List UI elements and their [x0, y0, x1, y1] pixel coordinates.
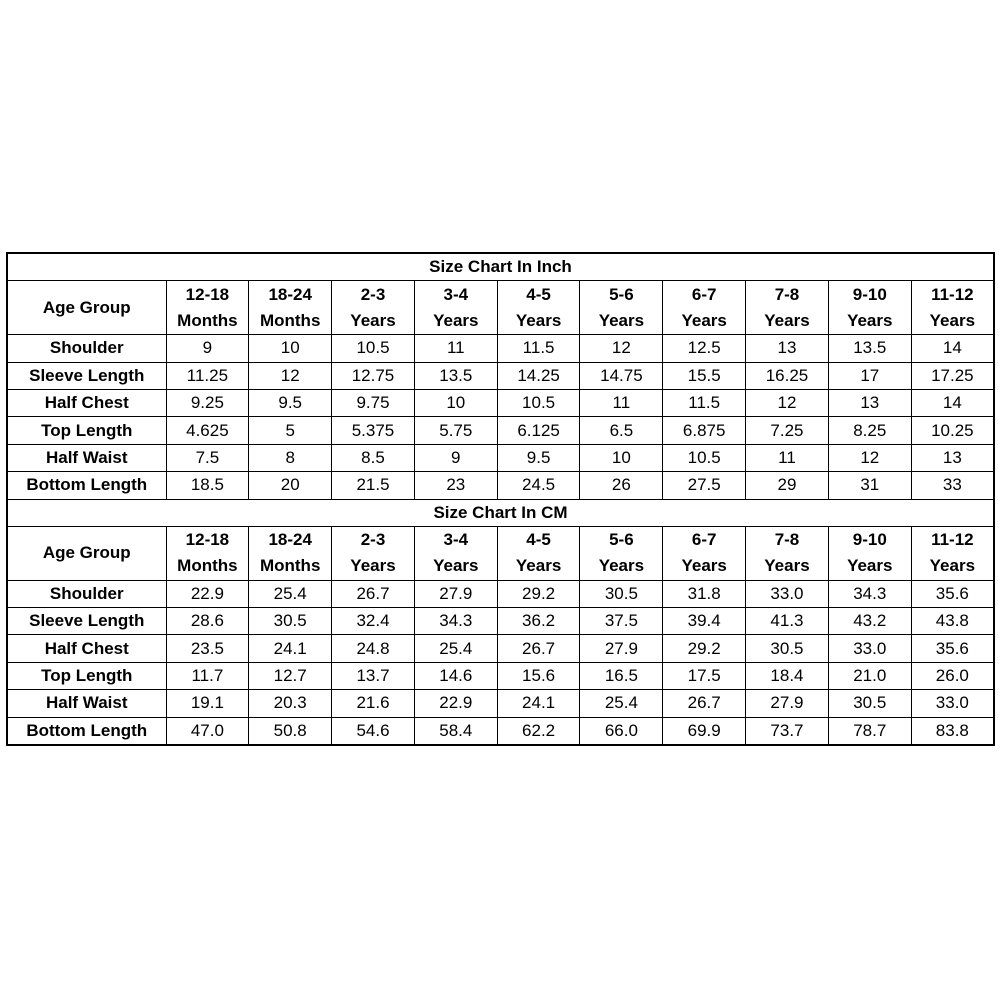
inch-column-age-range: 18-24: [249, 281, 332, 308]
inch-table-row: [7, 389, 994, 416]
inch-table-row: [7, 417, 994, 444]
cm-row-label: Half Chest: [7, 635, 166, 662]
inch-measurement-cell: 31: [828, 472, 911, 499]
inch-measurement-cell: 21.5: [332, 472, 415, 499]
inch-row-label: Half Waist: [7, 444, 166, 471]
inch-measurement-cell: 13: [911, 444, 994, 471]
cm-measurement-cell: 62.2: [497, 717, 580, 745]
cm-measurement-cell: 26.7: [663, 690, 746, 717]
cm-column-age-range: 3-4: [414, 526, 497, 553]
cm-measurement-cell: 11.7: [166, 662, 249, 689]
inch-measurement-cell: 5.75: [414, 417, 497, 444]
inch-column-age-range: 2-3: [332, 281, 415, 308]
inch-row-label: Top Length: [7, 417, 166, 444]
cm-measurement-cell: 41.3: [746, 608, 829, 635]
cm-column-age-unit: Months: [166, 553, 249, 580]
inch-column-age-range: 5-6: [580, 281, 663, 308]
cm-measurement-cell: 26.0: [911, 662, 994, 689]
inch-column-age-unit: Years: [911, 308, 994, 335]
inch-measurement-cell: 10.25: [911, 417, 994, 444]
cm-row-label: Shoulder: [7, 580, 166, 607]
inch-measurement-cell: 11: [746, 444, 829, 471]
cm-measurement-cell: 25.4: [249, 580, 332, 607]
cm-column-age-range: 6-7: [663, 526, 746, 553]
cm-table-title: Size Chart In CM: [7, 499, 994, 526]
inch-measurement-cell: 14: [911, 389, 994, 416]
cm-column-age-unit: Years: [497, 553, 580, 580]
inch-measurement-cell: 29: [746, 472, 829, 499]
cm-measurement-cell: 34.3: [414, 608, 497, 635]
inch-measurement-cell: 7.25: [746, 417, 829, 444]
cm-row-label: Bottom Length: [7, 717, 166, 745]
cm-table-row: [7, 717, 994, 745]
inch-measurement-cell: 5: [249, 417, 332, 444]
inch-measurement-cell: 14.75: [580, 362, 663, 389]
inch-measurement-cell: 12.5: [663, 335, 746, 362]
cm-measurement-cell: 27.9: [414, 580, 497, 607]
cm-measurement-cell: 54.6: [332, 717, 415, 745]
cm-measurement-cell: 35.6: [911, 635, 994, 662]
inch-table-title: Size Chart In Inch: [7, 253, 994, 281]
inch-measurement-cell: 11: [414, 335, 497, 362]
cm-measurement-cell: 22.9: [414, 690, 497, 717]
inch-measurement-cell: 9.5: [249, 389, 332, 416]
inch-measurement-cell: 20: [249, 472, 332, 499]
cm-measurement-cell: 24.8: [332, 635, 415, 662]
cm-measurement-cell: 50.8: [249, 717, 332, 745]
inch-measurement-cell: 13: [746, 335, 829, 362]
inch-measurement-cell: 9.5: [497, 444, 580, 471]
inch-measurement-cell: 13: [828, 389, 911, 416]
inch-measurement-cell: 18.5: [166, 472, 249, 499]
cm-measurement-cell: 22.9: [166, 580, 249, 607]
inch-measurement-cell: 23: [414, 472, 497, 499]
cm-column-age-unit: Years: [580, 553, 663, 580]
cm-row-label: Sleeve Length: [7, 608, 166, 635]
cm-measurement-cell: 39.4: [663, 608, 746, 635]
cm-title-row: [7, 499, 994, 526]
cm-column-age-unit: Years: [746, 553, 829, 580]
cm-measurement-cell: 30.5: [828, 690, 911, 717]
inch-measurement-cell: 16.25: [746, 362, 829, 389]
cm-column-age-unit: Years: [332, 553, 415, 580]
inch-measurement-cell: 33: [911, 472, 994, 499]
cm-measurement-cell: 35.6: [911, 580, 994, 607]
inch-measurement-cell: 13.5: [414, 362, 497, 389]
inch-measurement-cell: 9: [414, 444, 497, 471]
inch-measurement-cell: 14: [911, 335, 994, 362]
cm-measurement-cell: 28.6: [166, 608, 249, 635]
cm-measurement-cell: 36.2: [497, 608, 580, 635]
inch-column-age-unit: Years: [580, 308, 663, 335]
inch-measurement-cell: 8.25: [828, 417, 911, 444]
inch-column-age-unit: Years: [746, 308, 829, 335]
cm-column-age-range: 2-3: [332, 526, 415, 553]
cm-column-age-range: 12-18: [166, 526, 249, 553]
cm-measurement-cell: 24.1: [249, 635, 332, 662]
cm-table-row: [7, 662, 994, 689]
inch-measurement-cell: 27.5: [663, 472, 746, 499]
cm-measurement-cell: 24.1: [497, 690, 580, 717]
cm-measurement-cell: 30.5: [746, 635, 829, 662]
cm-measurement-cell: 12.7: [249, 662, 332, 689]
inch-column-age-range: 6-7: [663, 281, 746, 308]
inch-measurement-cell: 10.5: [663, 444, 746, 471]
cm-table-row: [7, 690, 994, 717]
inch-measurement-cell: 12: [746, 389, 829, 416]
cm-measurement-cell: 29.2: [497, 580, 580, 607]
inch-measurement-cell: 4.625: [166, 417, 249, 444]
inch-table-row: [7, 362, 994, 389]
cm-measurement-cell: 73.7: [746, 717, 829, 745]
cm-measurement-cell: 83.8: [911, 717, 994, 745]
inch-header-row: [7, 281, 994, 308]
cm-column-age-range: 11-12: [911, 526, 994, 553]
inch-row-label: Sleeve Length: [7, 362, 166, 389]
inch-column-age-unit: Years: [828, 308, 911, 335]
cm-header-row: [7, 526, 994, 553]
inch-column-age-unit: Years: [663, 308, 746, 335]
cm-measurement-cell: 78.7: [828, 717, 911, 745]
inch-table-row: [7, 335, 994, 362]
cm-measurement-cell: 27.9: [580, 635, 663, 662]
inch-row-label: Half Chest: [7, 389, 166, 416]
cm-column-age-range: 18-24: [249, 526, 332, 553]
cm-measurement-cell: 31.8: [663, 580, 746, 607]
inch-measurement-cell: 5.375: [332, 417, 415, 444]
cm-measurement-cell: 43.2: [828, 608, 911, 635]
inch-column-age-range: 12-18: [166, 281, 249, 308]
inch-measurement-cell: 11: [580, 389, 663, 416]
inch-measurement-cell: 13.5: [828, 335, 911, 362]
cm-measurement-cell: 25.4: [414, 635, 497, 662]
inch-measurement-cell: 6.5: [580, 417, 663, 444]
inch-row-label: Bottom Length: [7, 472, 166, 499]
inch-column-age-range: 3-4: [414, 281, 497, 308]
cm-measurement-cell: 32.4: [332, 608, 415, 635]
cm-measurement-cell: 43.8: [911, 608, 994, 635]
cm-measurement-cell: 23.5: [166, 635, 249, 662]
cm-table-row: [7, 608, 994, 635]
inch-measurement-cell: 8.5: [332, 444, 415, 471]
size-chart-table: [6, 252, 995, 746]
cm-measurement-cell: 29.2: [663, 635, 746, 662]
inch-column-age-range: 9-10: [828, 281, 911, 308]
cm-measurement-cell: 25.4: [580, 690, 663, 717]
inch-measurement-cell: 9.75: [332, 389, 415, 416]
cm-column-age-unit: Years: [663, 553, 746, 580]
inch-measurement-cell: 10: [580, 444, 663, 471]
inch-column-age-unit: Years: [414, 308, 497, 335]
inch-column-age-range: 11-12: [911, 281, 994, 308]
inch-measurement-cell: 15.5: [663, 362, 746, 389]
inch-column-age-unit: Months: [166, 308, 249, 335]
inch-measurement-cell: 10.5: [497, 389, 580, 416]
inch-measurement-cell: 17: [828, 362, 911, 389]
cm-column-age-unit: Years: [414, 553, 497, 580]
cm-measurement-cell: 30.5: [249, 608, 332, 635]
cm-measurement-cell: 30.5: [580, 580, 663, 607]
cm-column-age-range: 9-10: [828, 526, 911, 553]
cm-column-age-unit: Months: [249, 553, 332, 580]
inch-measurement-cell: 7.5: [166, 444, 249, 471]
cm-table-row: [7, 635, 994, 662]
inch-measurement-cell: 14.25: [497, 362, 580, 389]
inch-measurement-cell: 24.5: [497, 472, 580, 499]
cm-measurement-cell: 13.7: [332, 662, 415, 689]
cm-measurement-cell: 19.1: [166, 690, 249, 717]
inch-measurement-cell: 10: [249, 335, 332, 362]
inch-column-age-unit: Years: [332, 308, 415, 335]
cm-row-label: Top Length: [7, 662, 166, 689]
inch-column-age-range: 7-8: [746, 281, 829, 308]
cm-measurement-cell: 17.5: [663, 662, 746, 689]
inch-measurement-cell: 12.75: [332, 362, 415, 389]
inch-measurement-cell: 17.25: [911, 362, 994, 389]
inch-column-age-unit: Years: [497, 308, 580, 335]
inch-row-label: Shoulder: [7, 335, 166, 362]
cm-measurement-cell: 37.5: [580, 608, 663, 635]
inch-measurement-cell: 12: [580, 335, 663, 362]
inch-measurement-cell: 9: [166, 335, 249, 362]
cm-measurement-cell: 21.0: [828, 662, 911, 689]
cm-measurement-cell: 15.6: [497, 662, 580, 689]
inch-measurement-cell: 6.125: [497, 417, 580, 444]
cm-measurement-cell: 26.7: [332, 580, 415, 607]
inch-measurement-cell: 8: [249, 444, 332, 471]
cm-measurement-cell: 58.4: [414, 717, 497, 745]
cm-measurement-cell: 14.6: [414, 662, 497, 689]
inch-age-group-label: Age Group: [7, 281, 166, 335]
cm-column-age-range: 7-8: [746, 526, 829, 553]
cm-measurement-cell: 34.3: [828, 580, 911, 607]
inch-title-row: [7, 253, 994, 281]
cm-measurement-cell: 47.0: [166, 717, 249, 745]
cm-measurement-cell: 66.0: [580, 717, 663, 745]
cm-measurement-cell: 33.0: [828, 635, 911, 662]
inch-measurement-cell: 26: [580, 472, 663, 499]
cm-measurement-cell: 33.0: [911, 690, 994, 717]
cm-column-age-unit: Years: [828, 553, 911, 580]
cm-measurement-cell: 20.3: [249, 690, 332, 717]
inch-measurement-cell: 12: [249, 362, 332, 389]
cm-row-label: Half Waist: [7, 690, 166, 717]
cm-measurement-cell: 21.6: [332, 690, 415, 717]
cm-measurement-cell: 33.0: [746, 580, 829, 607]
inch-measurement-cell: 11.25: [166, 362, 249, 389]
inch-measurement-cell: 9.25: [166, 389, 249, 416]
inch-table-row: [7, 472, 994, 499]
cm-measurement-cell: 69.9: [663, 717, 746, 745]
cm-measurement-cell: 16.5: [580, 662, 663, 689]
inch-measurement-cell: 12: [828, 444, 911, 471]
cm-table-row: [7, 580, 994, 607]
cm-measurement-cell: 26.7: [497, 635, 580, 662]
inch-column-age-unit: Months: [249, 308, 332, 335]
cm-column-age-range: 5-6: [580, 526, 663, 553]
cm-measurement-cell: 27.9: [746, 690, 829, 717]
inch-table-row: [7, 444, 994, 471]
inch-column-age-range: 4-5: [497, 281, 580, 308]
cm-column-age-unit: Years: [911, 553, 994, 580]
inch-measurement-cell: 11.5: [497, 335, 580, 362]
cm-age-group-label: Age Group: [7, 526, 166, 580]
inch-measurement-cell: 10: [414, 389, 497, 416]
inch-measurement-cell: 11.5: [663, 389, 746, 416]
inch-measurement-cell: 10.5: [332, 335, 415, 362]
inch-measurement-cell: 6.875: [663, 417, 746, 444]
cm-measurement-cell: 18.4: [746, 662, 829, 689]
cm-column-age-range: 4-5: [497, 526, 580, 553]
